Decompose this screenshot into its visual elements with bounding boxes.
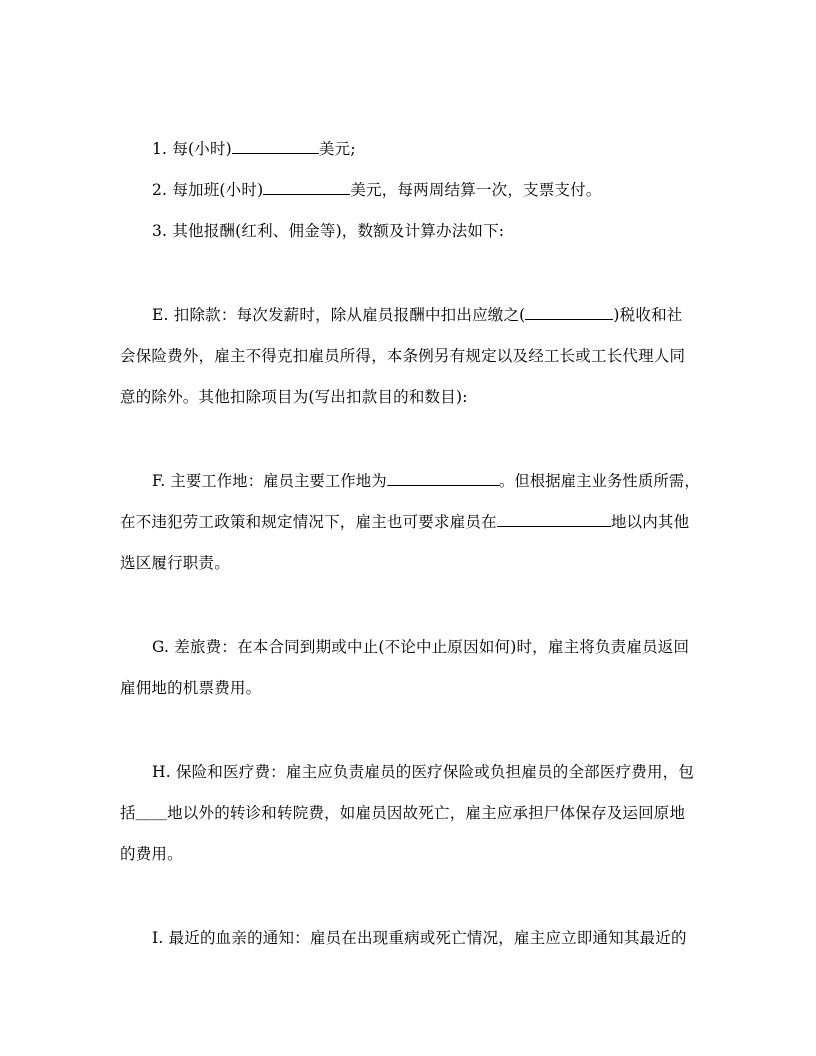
clause-3-other-pay [152,221,504,241]
section-e-line-2 [120,346,685,366]
text: 选区履行职责。 [120,554,230,572]
text: H. 保险和医疗费：雇主应负责雇员的医疗保险或负担雇员的全部医疗费用，包 [152,763,695,781]
text: 1. 每(小时) [152,140,232,158]
section-f-line-3 [120,553,230,573]
text: 美元; [318,140,356,158]
section-e-line-3 [120,387,468,407]
text: 。但根据雇主业务性质所需， [498,472,700,490]
text: E. 扣除款：每次发薪时，除从雇员报酬中扣出应缴之( [152,306,526,324]
text: 美元，每两周结算一次，支票支付。 [350,181,602,199]
blank-field [263,180,350,195]
section-g-line-2 [120,678,261,698]
section-f-line-1 [152,471,700,491]
section-g-line-1 [152,637,689,657]
blank-field [497,512,611,527]
section-h-line-2 [120,803,685,823]
text: 意的除外。其他扣除项目为(写出扣款目的和数目): [120,388,468,406]
section-e-line-1 [152,305,682,325]
text: 3. 其他报酬(红利、佣金等)，数额及计算办法如下: [152,222,505,240]
text: 的费用。 [120,845,183,863]
section-i-line-1 [152,928,687,948]
text: 会保险费外，雇主不得克扣雇员所得，本条例另有规定以及经工长或工长代理人同 [120,347,686,365]
clause-1-hourly-rate [152,139,356,159]
text: F. 主要工作地：雇员主要工作地为 [152,472,387,490]
blank-field [525,305,613,320]
text: 括＿＿地以外的转诊和转院费，如雇员因故死亡，雇主应承担尸体保存及运回原地 [120,804,686,822]
blank-field [232,139,319,154]
text: 地以内其他 [610,513,690,531]
blank-field [387,471,499,486]
section-h-line-3 [120,844,183,864]
text: 雇佣地的机票费用。 [120,679,262,697]
text: 在不违犯劳工政策和规定情况下，雇主也可要求雇员在 [120,513,497,531]
section-h-line-1 [152,762,694,782]
text: )税收和社 [613,306,683,324]
clause-2-overtime-rate [152,180,602,200]
text: G. 差旅费：在本合同到期或中止(不论中止原因如何)时，雇主将负责雇员返回 [152,638,690,656]
text: 2. 每加班(小时) [152,181,264,199]
text: I. 最近的血亲的通知：雇员在出现重病或死亡情况，雇主应立即通知其最近的 [152,929,687,947]
section-f-line-2 [120,512,689,532]
